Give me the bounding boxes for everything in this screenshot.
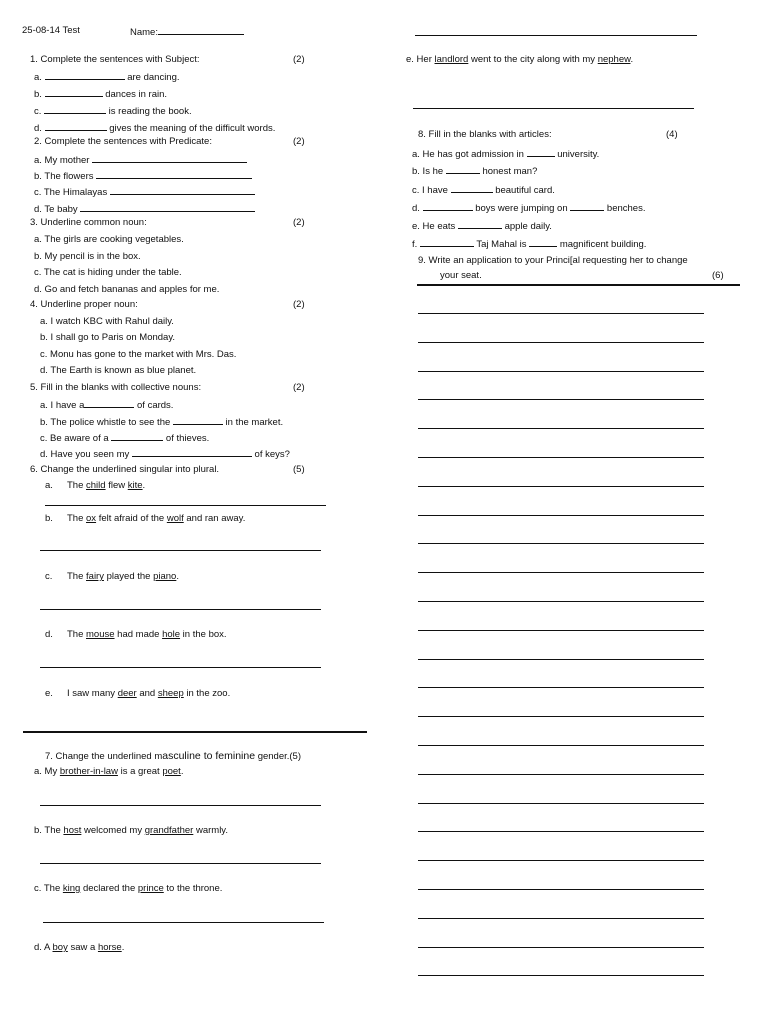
q6-item-e-right: e. Her landlord went to the city along with my nephew. <box>406 54 634 65</box>
q9-marks: (6) <box>712 270 724 281</box>
q1-marks: (2) <box>293 54 305 65</box>
writing-line <box>418 515 704 516</box>
q6-item-a: The child flew kite. <box>67 480 146 491</box>
q6-marks: (5) <box>293 464 305 475</box>
q6-item-c: The fairy played the piano. <box>67 571 179 582</box>
section-divider <box>23 731 367 733</box>
q9-line1: 9. Write an application to your Princi[al requesting her to change <box>418 255 688 266</box>
writing-line <box>418 313 704 314</box>
answer-line <box>40 609 321 610</box>
q5-item-d: d. Have you seen my of keys? <box>40 449 290 460</box>
q7-item-c: c. The king declared the prince to the throne. <box>34 883 223 894</box>
q6-label-a: a. <box>45 480 53 491</box>
q2-item-a: a. My mother <box>34 154 247 166</box>
writing-line <box>418 803 704 804</box>
q4-item-a: a. I watch KBC with Rahul daily. <box>40 316 174 327</box>
writing-line <box>418 831 704 832</box>
answer-line <box>40 550 321 551</box>
q2-title: 2. Complete the sentences with Predicate: <box>34 136 212 147</box>
writing-line <box>418 889 704 890</box>
q3-item-a: a. The girls are cooking vegetables. <box>34 234 184 245</box>
q4-marks: (2) <box>293 299 305 310</box>
q4-item-c: c. Monu has gone to the market with Mrs. Das. <box>40 349 237 360</box>
q1-item-c: c. is reading the book. <box>34 106 192 117</box>
answer-line <box>40 805 321 806</box>
writing-line <box>418 947 704 948</box>
writing-line <box>418 860 704 861</box>
q6-label-b: b. <box>45 513 53 524</box>
q6-label-c: c. <box>45 571 53 582</box>
q8-item-e: e. He eats apple daily. <box>412 221 552 232</box>
writing-line <box>418 687 704 688</box>
q3-title: 3. Underline common noun: <box>30 217 147 228</box>
writing-line <box>418 428 704 429</box>
answer-line <box>45 505 326 506</box>
q8-title: 8. Fill in the blanks with articles: <box>418 129 552 140</box>
q1-item-a: a. are dancing. <box>34 72 180 83</box>
test-date: 25-08-14 Test <box>22 25 80 36</box>
q5-marks: (2) <box>293 382 305 393</box>
writing-line <box>418 975 704 976</box>
writing-line <box>418 457 704 458</box>
q9-line2: your seat. <box>440 270 482 281</box>
q2-marks: (2) <box>293 136 305 147</box>
q7-item-a: a. My brother-in-law is a great poet. <box>34 766 184 777</box>
q2-item-c: c. The Himalayas <box>34 186 255 198</box>
answer-line <box>413 108 694 109</box>
writing-line <box>418 918 704 919</box>
q8-item-f: f. Taj Mahal is magnificent building. <box>412 239 647 250</box>
writing-line <box>418 486 704 487</box>
q4-title: 4. Underline proper noun: <box>30 299 138 310</box>
q8-item-c: c. I have beautiful card. <box>412 185 555 196</box>
q7-item-b: b. The host welcomed my grandfather warmly. <box>34 825 228 836</box>
answer-line <box>40 667 321 668</box>
answer-line <box>40 863 321 864</box>
writing-line <box>418 371 704 372</box>
q8-item-d: d. boys were jumping on benches. <box>412 203 646 214</box>
q5-item-a: a. I have a of cards. <box>40 400 174 411</box>
q6-label-e: e. <box>45 688 53 699</box>
answer-line <box>43 922 324 923</box>
q8-item-a: a. He has got admission in university. <box>412 149 600 160</box>
writing-line <box>418 543 704 544</box>
q2-item-b: b. The flowers <box>34 170 252 182</box>
q5-item-c: c. Be aware of a of thieves. <box>40 433 210 444</box>
q7-item-d: d. A boy saw a horse. <box>34 942 125 953</box>
q1-item-b: b. dances in rain. <box>34 89 168 100</box>
q3-item-c: c. The cat is hiding under the table. <box>34 267 182 278</box>
writing-line <box>418 659 704 660</box>
q8-marks: (4) <box>666 129 678 140</box>
q4-item-d: d. The Earth is known as blue planet. <box>40 365 197 376</box>
writing-line <box>418 601 704 602</box>
writing-line <box>418 630 704 631</box>
writing-line <box>418 716 704 717</box>
q7-title: 7. Change the underlined masculine to feminine gender.(5) <box>45 750 302 762</box>
q3-item-b: b. My pencil is in the box. <box>34 251 141 262</box>
q1-title: 1. Complete the sentences with Subject: <box>30 54 200 65</box>
q8-item-b: b. Is he honest man? <box>412 166 538 177</box>
q3-marks: (2) <box>293 217 305 228</box>
q3-item-d: d. Go and fetch bananas and apples for me. <box>34 284 220 295</box>
q1-item-d: d. gives the meaning of the difficult words. <box>34 123 276 134</box>
q5-title: 5. Fill in the blanks with collective nouns: <box>30 382 202 393</box>
writing-line <box>418 745 704 746</box>
q6-item-e: I saw many deer and sheep in the zoo. <box>67 688 231 699</box>
writing-line <box>418 342 704 343</box>
q6-item-b: The ox felt afraid of the wolf and ran away. <box>67 513 246 524</box>
blank-line <box>415 35 697 36</box>
q6-title: 6. Change the underlined singular into plural. <box>30 464 220 475</box>
q5-item-b: b. The police whistle to see the in the market. <box>40 417 284 428</box>
name-label: Name: <box>130 26 244 38</box>
q6-label-d: d. <box>45 629 53 640</box>
q6-item-d: The mouse had made hole in the box. <box>67 629 227 640</box>
writing-line <box>418 399 704 400</box>
q2-item-d: d. Te baby <box>34 203 255 215</box>
writing-line <box>418 572 704 573</box>
writing-line <box>418 774 704 775</box>
q4-item-b: b. I shall go to Paris on Monday. <box>40 332 176 343</box>
section-divider <box>417 284 740 286</box>
